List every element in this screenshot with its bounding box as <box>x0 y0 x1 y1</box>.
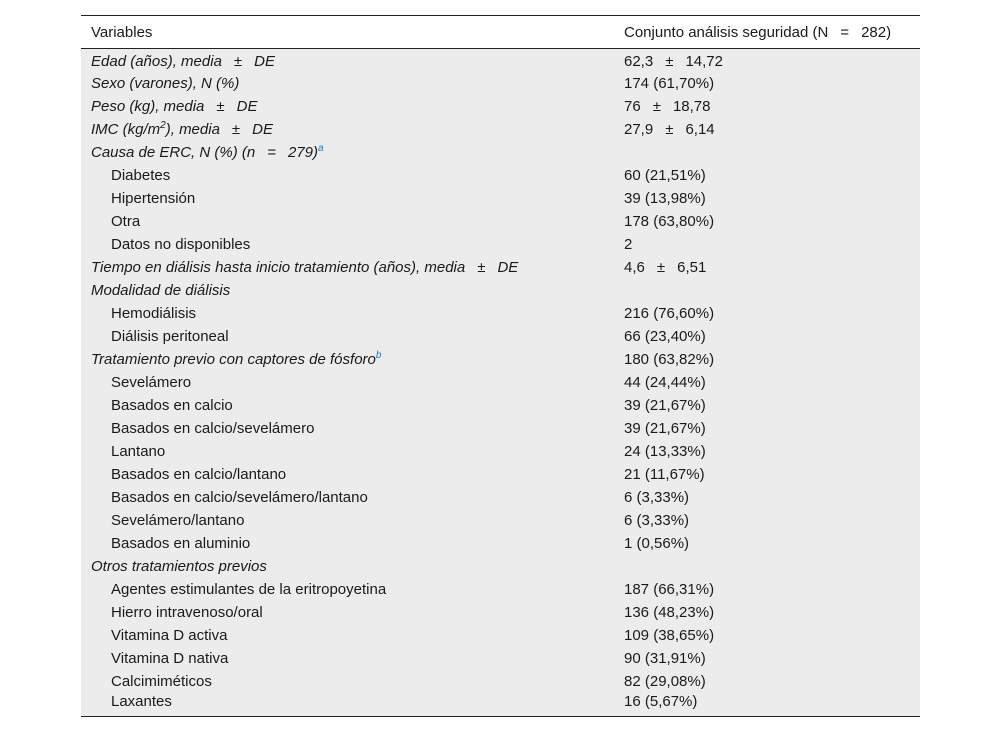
table-row <box>81 325 920 348</box>
table-row <box>81 187 920 210</box>
row-value: 178 (63,80%) <box>624 212 715 230</box>
table-row <box>81 555 920 578</box>
baseline-characteristics-table <box>81 15 920 717</box>
row-value: 6 (3,33%) <box>624 488 690 506</box>
row-value: 1 (0,56%) <box>624 534 690 552</box>
row-value: 44 (24,44%) <box>624 373 706 391</box>
table-header-row <box>81 16 920 49</box>
row-label: Edad (años), media ± DE <box>91 52 275 70</box>
row-label: Tiempo en diálisis hasta inicio tratamiento (años), media ± DE <box>91 258 519 276</box>
row-value: 2 <box>624 235 633 253</box>
row-label: Basados en calcio/lantano <box>111 465 287 483</box>
row-label: Hierro intravenoso/oral <box>111 603 263 621</box>
table-row <box>81 141 920 164</box>
row-label: Agentes estimulantes de la eritropoyetina <box>111 580 387 598</box>
row-label: Vitamina D activa <box>111 626 228 644</box>
row-value: 24 (13,33%) <box>624 442 706 460</box>
footnote-link-b[interactable]: b <box>375 349 382 361</box>
table-row <box>81 164 920 187</box>
row-label <box>81 348 614 371</box>
row-value: 82 (29,08%) <box>624 672 706 690</box>
table-row <box>81 371 920 394</box>
row-value: 174 (61,70%) <box>624 74 715 92</box>
row-label: Otra <box>111 212 141 230</box>
table-row <box>81 440 920 463</box>
header-safety-set: Conjunto análisis seguridad (N = 282) <box>624 23 892 41</box>
header-variables: Variables <box>91 23 153 41</box>
row-label-text: Tratamiento previo con captores de fósforo <box>91 350 376 368</box>
row-label-text: Causa de ERC, N (%) (n = 279) <box>91 143 319 161</box>
row-label: Diabetes <box>111 166 171 184</box>
table-row <box>81 72 920 95</box>
table-row <box>81 670 920 693</box>
row-label <box>81 141 614 164</box>
table-row <box>81 95 920 118</box>
row-label: Sevelámero <box>111 373 192 391</box>
row-value: 4,6 ± 6,51 <box>624 258 707 276</box>
row-label: Diálisis peritoneal <box>111 327 229 345</box>
row-value <box>614 555 920 578</box>
table-row <box>81 118 920 141</box>
table-row <box>81 532 920 555</box>
row-value: 39 (21,67%) <box>624 396 706 414</box>
row-value: 216 (76,60%) <box>624 304 715 322</box>
row-value: 21 (11,67%) <box>624 465 705 483</box>
row-value: 60 (21,51%) <box>624 166 706 184</box>
row-label <box>81 118 614 141</box>
row-label: Laxantes <box>81 693 614 717</box>
row-value: 109 (38,65%) <box>624 626 715 644</box>
row-label: Datos no disponibles <box>111 235 251 253</box>
table-row <box>81 394 920 417</box>
characteristics-table-container <box>81 15 920 717</box>
table-row <box>81 578 920 601</box>
table-row <box>81 210 920 233</box>
table-row <box>81 624 920 647</box>
table-row <box>81 693 920 717</box>
row-label: Basados en calcio/sevelámero <box>111 419 315 437</box>
row-label: Hipertensión <box>111 189 196 207</box>
row-value: 136 (48,23%) <box>624 603 715 621</box>
row-label-pre: IMC (kg/m <box>91 120 161 138</box>
row-label-post: ), media ± DE <box>165 120 274 138</box>
row-value: 39 (21,67%) <box>624 419 706 437</box>
table-row <box>81 463 920 486</box>
row-label: Basados en aluminio <box>111 534 251 552</box>
table-row <box>81 256 920 279</box>
row-value <box>614 279 920 302</box>
row-value: 62,3 ± 14,72 <box>624 52 723 70</box>
row-label: Sexo (varones), N (%) <box>91 74 240 92</box>
row-label: Peso (kg), media ± DE <box>91 97 258 115</box>
table-row <box>81 233 920 256</box>
row-label: Vitamina D nativa <box>111 649 229 667</box>
table-row <box>81 302 920 325</box>
table-row <box>81 348 920 371</box>
row-label: Otros tratamientos previos <box>91 557 267 575</box>
row-value: 90 (31,91%) <box>624 649 706 667</box>
row-label: Basados en calcio/sevelámero/lantano <box>111 488 368 506</box>
table-row <box>81 49 920 72</box>
row-value: 180 (63,82%) <box>624 350 715 368</box>
row-value: 187 (66,31%) <box>624 580 715 598</box>
row-value: 39 (13,98%) <box>624 189 706 207</box>
row-label: Hemodiálisis <box>111 304 197 322</box>
row-value: 27,9 ± 6,14 <box>624 120 715 138</box>
footnote-link-a[interactable]: a <box>318 142 324 154</box>
row-value <box>614 141 920 164</box>
superscript-exponent: 2 <box>160 119 166 131</box>
table-row <box>81 647 920 670</box>
table-row <box>81 279 920 302</box>
table-row <box>81 601 920 624</box>
row-value: 6 (3,33%) <box>624 511 690 529</box>
table-row <box>81 486 920 509</box>
row-label: Sevelámero/lantano <box>111 511 245 529</box>
row-label: Calcimiméticos <box>111 672 212 690</box>
row-label: Lantano <box>111 442 166 460</box>
row-value: 16 (5,67%) <box>614 693 920 717</box>
row-label: Basados en calcio <box>111 396 233 414</box>
table-row <box>81 417 920 440</box>
table-row <box>81 509 920 532</box>
row-label: Modalidad de diálisis <box>91 281 231 299</box>
row-value: 76 ± 18,78 <box>624 97 711 115</box>
row-value: 66 (23,40%) <box>624 327 706 345</box>
